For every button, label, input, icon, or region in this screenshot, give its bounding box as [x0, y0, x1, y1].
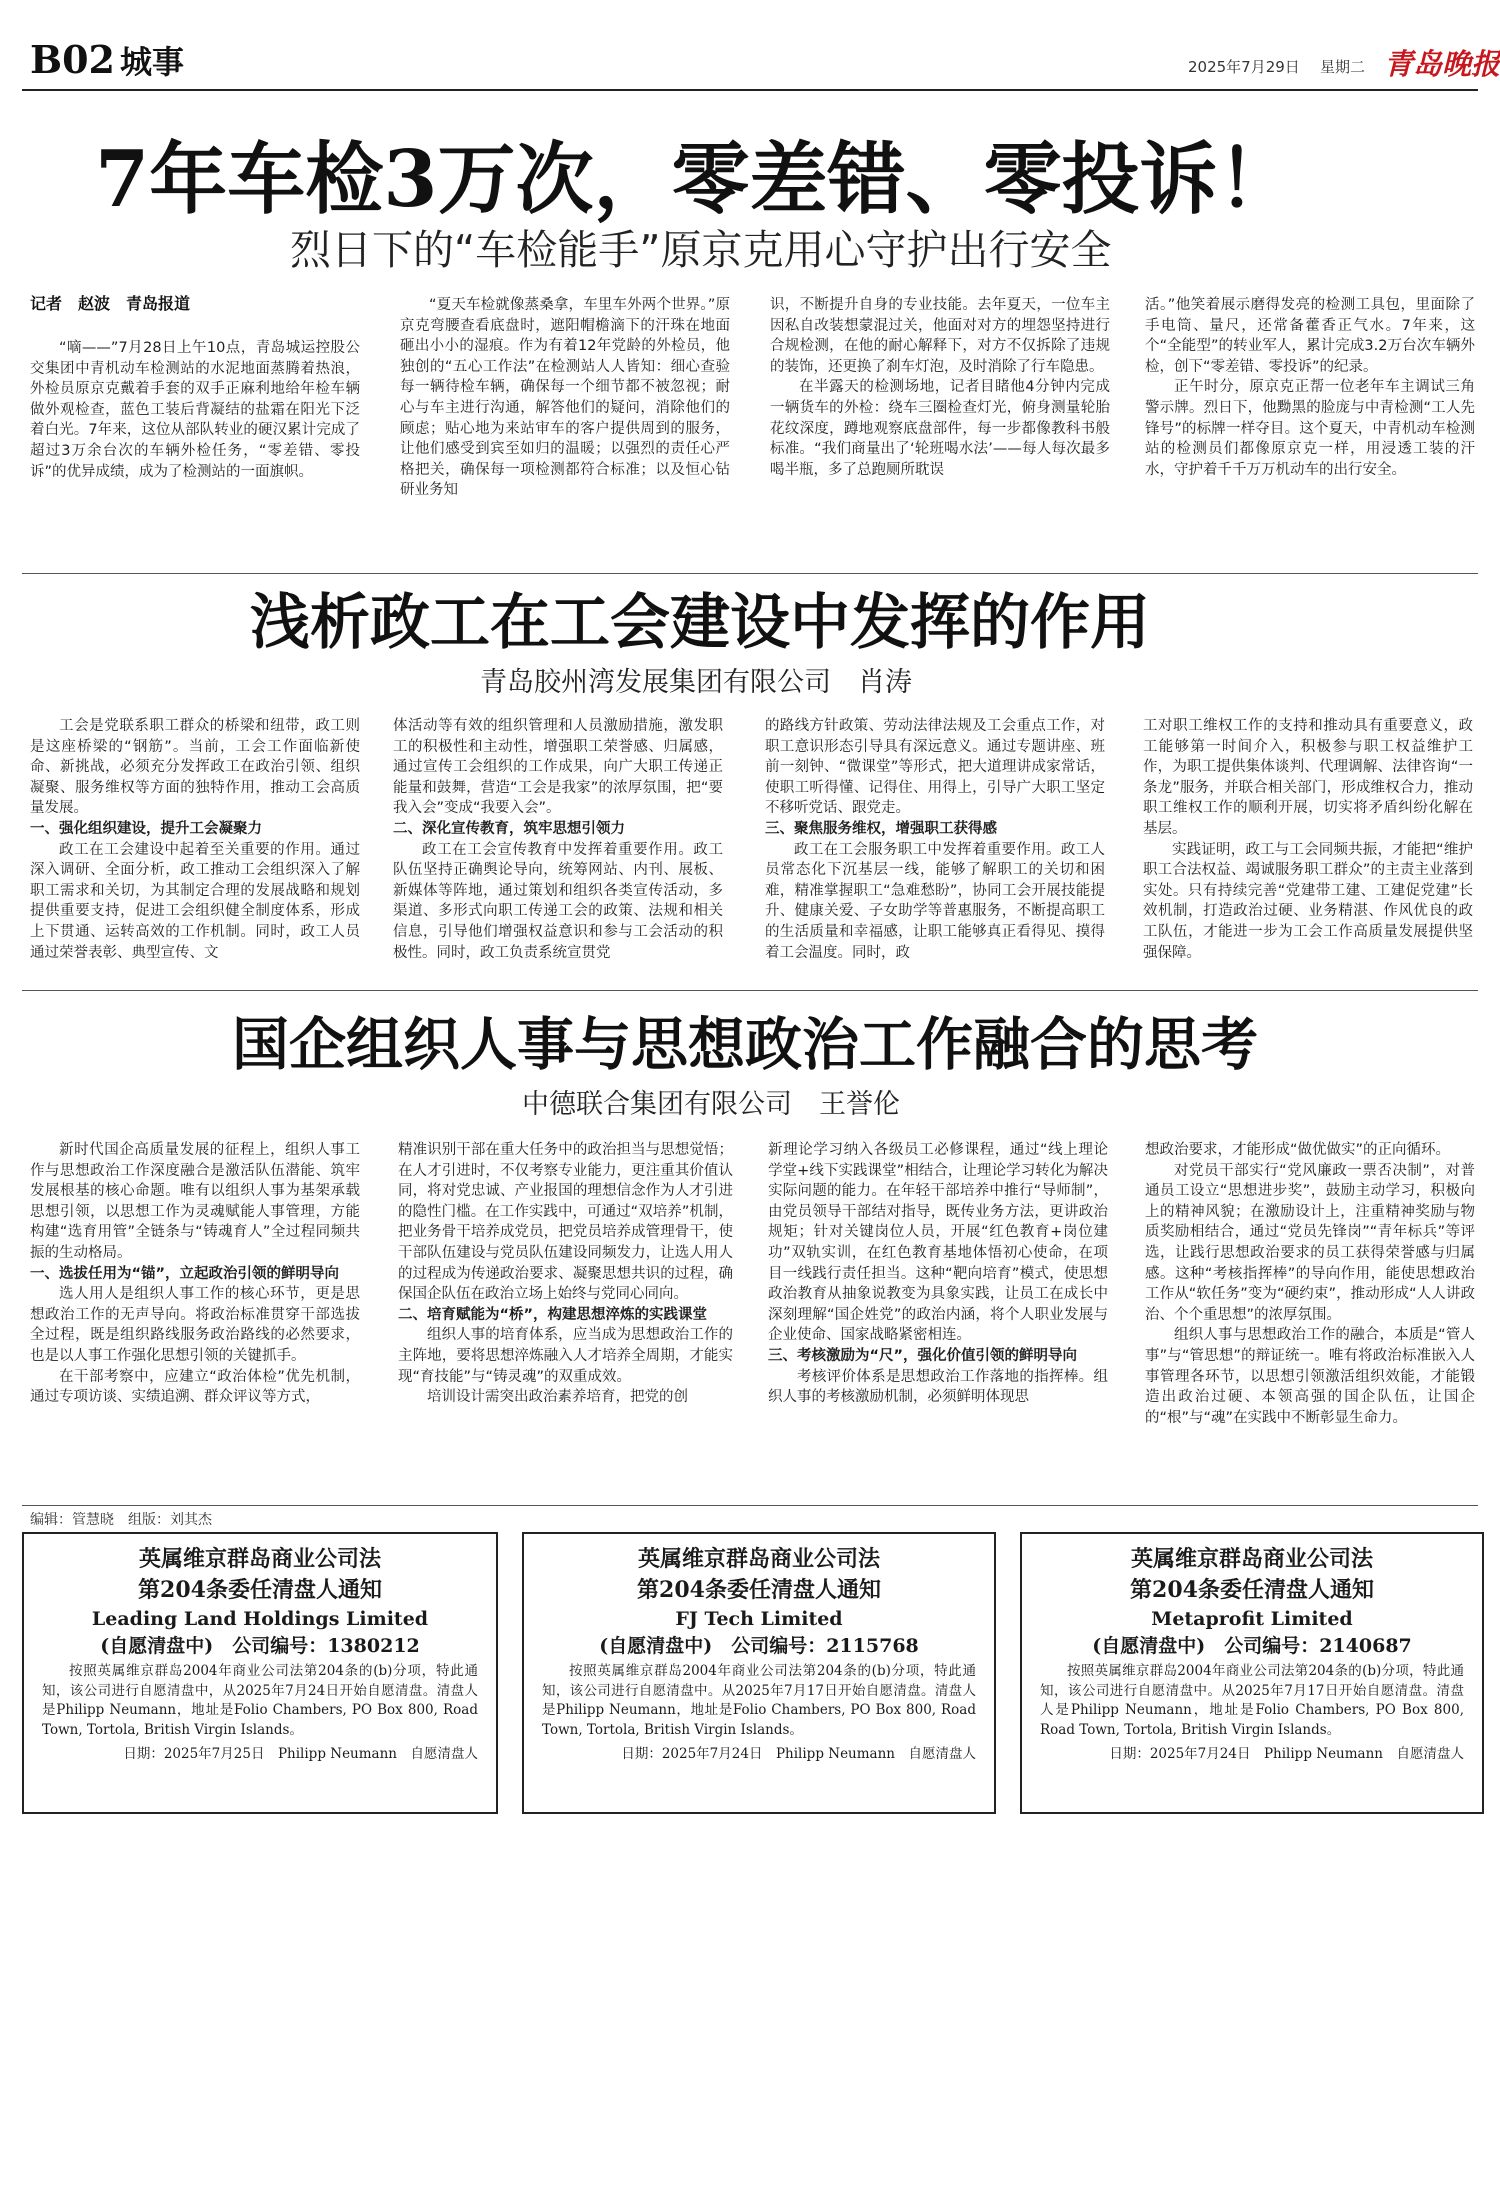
article3-column-2 [398, 1140, 733, 1490]
article1-subheadline: 烈日下的“车检能手”原京克用心守护出行安全 [290, 226, 1112, 274]
article2-paragraph: 实践证明，政工与工会同频共振，才能把“维护职工合法权益、竭诚服务职工群众”的主责主业落到实处。只有持续完善“党建带工建、工建促党建”长效机制，打造政治过硬、业务精湛、作风优良的政工队伍，才能进一步为工会工作高质量发展提供坚强保障。 [1143, 841, 1473, 961]
article3-subheading: 三、考核激励为“尺”，强化价值引领的鲜明导向 [768, 1347, 1078, 1364]
footer-rule [22, 1505, 1478, 1506]
article3-paragraph: 组织人事的培育体系，应当成为思想政治工作的主阵地，要将思想淬炼融入人才培养全周期，才能实现“育技能”与“铸灵魂”的双重成效。 [398, 1327, 733, 1385]
article3-subheading: 二、培育赋能为“桥”，构建思想淬炼的实践课堂 [398, 1306, 708, 1323]
notice-date: 日期：2025年7月25日 Philipp Neumann 自愿清盘人 [123, 1746, 478, 1762]
liquidation-notice-2 [522, 1532, 996, 1814]
article3-author: 中德联合集团有限公司 王誉伦 [522, 1089, 900, 1120]
article3-paragraph: 在干部考察中，应建立“政治体检”优先机制，通过专项访谈、实绩追溯、群众评议等方式， [30, 1368, 360, 1406]
article1-paragraph: “嘀——”7月28日上午10点，青岛城运控股公交集团中青机动车检测站的水泥地面蒸腾着热浪，外检员原京克戴着手套的双手正麻利地给年检车辆做外观检查，蓝色工装后背凝结的盐霜在阳光下泛着白光。7年来，这位从部队转业的硬汉累计完成了超过3万余台次的车辆外检任务，“零差错、零投诉”的优异成绩，成为了检测站的一面旗帜。 [30, 340, 360, 480]
notice-title: 英属维京群岛商业公司法 [1130, 1546, 1373, 1572]
header-rule [22, 89, 1478, 91]
article2-subheading: 一、强化组织建设，提升工会凝聚力 [30, 820, 262, 837]
notice-registration: (自愿清盘中) 公司编号：2115768 [599, 1635, 919, 1657]
article2-paragraph: 工会是党联系职工群众的桥梁和纽带，政工则是这座桥梁的“钢筋”。当前，工会工作面临新使命、新挑战，必须充分发挥政工在政治引领、组织凝聚、服务维权等方面的独特作用，推动工会高质量发展。 [30, 718, 360, 817]
article2-author: 青岛胶州湾发展集团有限公司 肖涛 [480, 667, 912, 698]
article3-column-1 [30, 1140, 360, 1490]
article3-subheading: 一、选拔任用为“锚”，立起政治引领的鲜明导向 [30, 1265, 340, 1282]
notice-company: Leading Land Holdings Limited [91, 1608, 429, 1630]
notice-body: 按照英属维京群岛2004年商业公司法第204条的(b)分项，特此通知，该公司进行自愿清盘中。从2025年7月17日开始自愿清盘。清盘人是Philipp Neumann，地址是Folio Chambers, PO Box 800, Road Town, Tortola, British Virgin Islands。 [542, 1663, 976, 1738]
article3-paragraph: 培训设计需突出政治素养培育，把党的创 [427, 1389, 688, 1406]
article3-paragraph: 考核评价体系是思想政治工作落地的指挥棒。组织人事的考核激励机制，必须鲜明体现思 [768, 1368, 1108, 1406]
article1-paragraph: “夏天车检就像蒸桑拿，车里车外两个世界。”原京克弯腰查看底盘时，遮阳帽檐滴下的汗珠在地面砸出小小的湿痕。作为有着12年党龄的外检员，他独创的“五心工作法”在检测站人人皆知：细心查验每一辆待检车辆，确保每一个细节都不被忽视；耐心与车主进行沟通，解答他们的疑问，消除他们的顾虑；贴心地为来站审车的客户提供周到的服务，让他们感受到宾至如归的温暖；以强烈的责任心严格把关，确保每一项检测都符合标准；以及恒心钻研业务知 [400, 297, 730, 499]
article1-paragraph: 活。”他笑着展示磨得发亮的检测工具包，里面除了手电筒、量尺，还常备藿香正气水。7年来，这个“全能型”的转业军人，累计完成3.2万台次车辆外检，创下“零差错、零投诉”的纪录。 [1145, 297, 1475, 375]
section-divider [22, 573, 1478, 574]
article3-paragraph: 对党员干部实行“党风廉政一票否决制”，对普通员工设立“思想进步奖”，鼓励主动学习，积极向上的精神风貌；在激励设计上，注重精神奖励与物质奖励相结合，通过“党员先锋岗”“青年标兵”等评选，让践行思想政治要求的员工获得荣誉感与归属感。这种“考核指挥棒”的导向作用，能使思想政治工作从“软任务”变为“硬约束”，推动形成“人人讲政治、个个重思想”的浓厚氛围。 [1145, 1162, 1475, 1323]
article1-headline: 7年车检3万次，零差错、零投诉！ [95, 134, 1296, 225]
issue-date: 2025年7月29日 [1188, 58, 1300, 76]
article1-paragraph: 正午时分，原京克正帮一位老年车主调试三角警示牌。烈日下，他黝黑的脸庞与中青检测“工人先锋号”的标牌一样夺目。这个夏天，中青机动车检测站的检测员们都像原京克一样，用浸透工装的汗水，守护着千千万万机动车的出行安全。 [1145, 379, 1475, 478]
article2-column-3 [765, 716, 1105, 974]
notice-date: 日期：2025年7月24日 Philipp Neumann 自愿清盘人 [621, 1746, 976, 1762]
article2-paragraph: 政工在工会宣传教育中发挥着重要作用。政工队伍坚持正确舆论导向，统筹网站、内刊、展板、新媒体等阵地，通过策划和组织各类宣传活动，多渠道、多形式向职工传递工会的政策、法规和相关信息，引导他们增强权益意识和参与工会活动的积极性。同时，政工负责系统宣贯党 [393, 841, 723, 961]
article1-column-4 [1145, 295, 1475, 557]
section-divider [22, 990, 1478, 991]
paper-name: 青岛晚报 [1384, 47, 1500, 81]
article3-paragraph: 组织人事与思想政治工作的融合，本质是“管人事”与“管思想”的辩证统一。唯有将政治标准嵌入人事管理各环节，以思想引领激活组织效能，才能锻造出政治过硬、本领高强的国企队伍，让国企的“根”与“魂”在实践中不断彰显生命力。 [1145, 1327, 1475, 1426]
article1-column-1 [30, 338, 360, 554]
article1-paragraph: 在半露天的检测场地，记者目睹他4分钟内完成一辆货车的外检：绕车三圈检查灯光，俯身测量轮胎花纹深度，蹲地观察底盘部件，每一步都像教科书般标准。“我们商量出了‘轮班喝水法’——每人每次最多喝半瓶，多了总跑厕所耽误 [770, 379, 1110, 478]
article3-headline: 国企组织人事与思想政治工作融合的思考 [232, 1011, 1258, 1078]
article1-column-3 [770, 295, 1110, 557]
article2-column-4 [1143, 716, 1473, 974]
editor-credit: 编辑：管慧晓 组版：刘其杰 [30, 1512, 212, 1528]
article2-subheading: 三、聚焦服务维权，增强职工获得感 [765, 820, 997, 837]
article3-paragraph: 新时代国企高质量发展的征程上，组织人事工作与思想政治工作深度融合是激活队伍潜能、筑牢发展根基的核心命题。唯有以组织人事为基架承载思想引领，以思想工作为灵魂赋能人事管理，方能构建“选育用管”全链条与“铸魂育人”全过程同频共振的生动格局。 [30, 1142, 360, 1261]
article1-column-2 [400, 295, 730, 557]
liquidation-notice-1 [22, 1532, 498, 1814]
article3-paragraph: 想政治要求，才能形成“做优做实”的正向循环。 [1145, 1142, 1451, 1158]
notice-title: 英属维京群岛商业公司法 [637, 1546, 880, 1572]
article1-byline: 记者 赵波 青岛报道 [30, 294, 191, 313]
article2-subheading: 二、深化宣传教育，筑牢思想引领力 [393, 820, 625, 837]
notice-title: 英属维京群岛商业公司法 [138, 1546, 381, 1572]
article2-headline: 浅析政工在工会建设中发挥的作用 [250, 588, 1150, 658]
article2-paragraph: 政工在工会建设中起着至关重要的作用。通过深入调研、全面分析，政工推动工会组织深入了解职工需求和关切，为其制定合理的发展战略和规划提供重要支持，促进工会组织健全制度体系，形成上下贯通、运转高效的工作机制。同时，政工人员通过荣誉表彰、典型宣传、文 [30, 841, 360, 961]
article2-paragraph: 工对职工维权工作的支持和推动具有重要意义，政工能够第一时间介入，积极参与职工权益维护工作，为职工提供集体谈判、代理调解、法律咨询“一条龙”服务，并联合相关部门，形成维权合力，推动职工维权工作的顺利开展，切实将矛盾纠纷化解在基层。 [1143, 718, 1473, 837]
notice-body: 按照英属维京群岛2004年商业公司法第204条的(b)分项，特此通知，该公司进行自愿清盘中。从2025年7月17日开始自愿清盘。清盘人是Philipp Neumann，地址是Folio Chambers, PO Box 800, Road Town, Tortola, British Virgin Islands。 [1040, 1663, 1464, 1738]
article3-column-4 [1145, 1140, 1475, 1490]
notice-subtitle: 第204条委任清盘人通知 [637, 1577, 881, 1603]
notice-company: Metaprofit Limited [1151, 1608, 1353, 1630]
page-code: B02 [30, 37, 115, 82]
notice-subtitle: 第204条委任清盘人通知 [1130, 1577, 1374, 1603]
article2-column-1 [30, 716, 360, 974]
article3-column-3 [768, 1140, 1108, 1490]
issue-weekday: 星期二 [1320, 58, 1366, 76]
notice-date: 日期：2025年7月24日 Philipp Neumann 自愿清盘人 [1109, 1746, 1464, 1762]
article3-paragraph: 新理论学习纳入各级员工必修课程，通过“线上理论学堂+线下实践课堂”相结合，让理论学习转化为解决实际问题的能力。在年轻干部培养中推行“导师制”，由党员领导干部结对指导，既传业务方法，更讲政治规矩；针对关键岗位人员，开展“红色教育+岗位建功”双轨实训，在红色教育基地体悟初心使命，在项目一线践行责任担当。这种“靶向培育”模式，使思想政治教育从抽象说教变为具象实践，让员工在成长中深刻理解“国企姓党”的政治内涵，将个人职业发展与企业使命、国家战略紧密相连。 [768, 1142, 1108, 1344]
section-name: 城事 [120, 43, 185, 81]
article2-paragraph: 体活动等有效的组织管理和人员激励措施，激发职工的积极性和主动性，增强职工荣誉感、归属感，通过宣传工会组织的工作成果，向广大职工传递正能量和鼓舞，营造“工会是我家”的浓厚氛围，把“要我入会”变成“我要入会”。 [393, 718, 723, 817]
notice-company: FJ Tech Limited [675, 1608, 843, 1630]
article1-paragraph: 识，不断提升自身的专业技能。去年夏天，一位车主因私自改装想蒙混过关，他面对对方的埋怨坚持进行合规检测，在他的耐心解释下，对方不仅拆除了违规的装饰，还更换了刹车灯泡，及时消除了行车隐患。 [770, 297, 1110, 375]
article2-paragraph: 政工在工会服务职工中发挥着重要作用。政工人员常态化下沉基层一线，能够了解职工的关切和困难，精准掌握职工“急难愁盼”，协同工会开展技能提升、健康关爱、子女助学等普惠服务，不断提高职工的生活质量和幸福感，让职工能够真正看得见、摸得着工会温度。同时，政 [765, 841, 1105, 961]
article3-paragraph: 精准识别干部在重大任务中的政治担当与思想觉悟；在人才引进时，不仅考察专业能力，更注重其价值认同，将对党忠诚、产业报国的理想信念作为人才引进的隐性门槛。在工作实践中，可通过“双培养”机制，把业务骨干培养成党员，把党员培养成管理骨干，使干部队伍建设与党员队伍建设同频发力，让选人用人的过程成为传递政治要求、凝聚思想共识的过程，确保国企队伍在政治立场上始终与党同心同向。 [398, 1142, 733, 1303]
notice-registration: (自愿清盘中) 公司编号：2140687 [1092, 1635, 1412, 1657]
notice-subtitle: 第204条委任清盘人通知 [138, 1577, 382, 1603]
article2-paragraph: 的路线方针政策、劳动法律法规及工会重点工作，对职工意识形态引导具有深远意义。通过专题讲座、班前一刻钟、“微课堂”等形式，把大道理讲成家常话，使职工听得懂、记得住、用得上，引导广大职工坚定不移听党话、跟党走。 [765, 718, 1105, 817]
liquidation-notice-3 [1020, 1532, 1484, 1814]
article3-paragraph: 选人用人是组织人事工作的核心环节，更是思想政治工作的无声导向。将政治标准贯穿干部选拔全过程，既是组织路线服务政治路线的必然要求，也是以人事工作强化思想引领的关键抓手。 [30, 1286, 360, 1364]
notice-registration: (自愿清盘中) 公司编号：1380212 [100, 1635, 420, 1657]
article2-column-2 [393, 716, 723, 974]
notice-body: 按照英属维京群岛2004年商业公司法第204条的(b)分项，特此通知，该公司进行自愿清盘中，从2025年7月24日开始自愿清盘。清盘人是Philipp Neumann，地址是Folio Chambers, PO Box 800, Road Town, Tortola, British Virgin Islands。 [42, 1663, 478, 1738]
